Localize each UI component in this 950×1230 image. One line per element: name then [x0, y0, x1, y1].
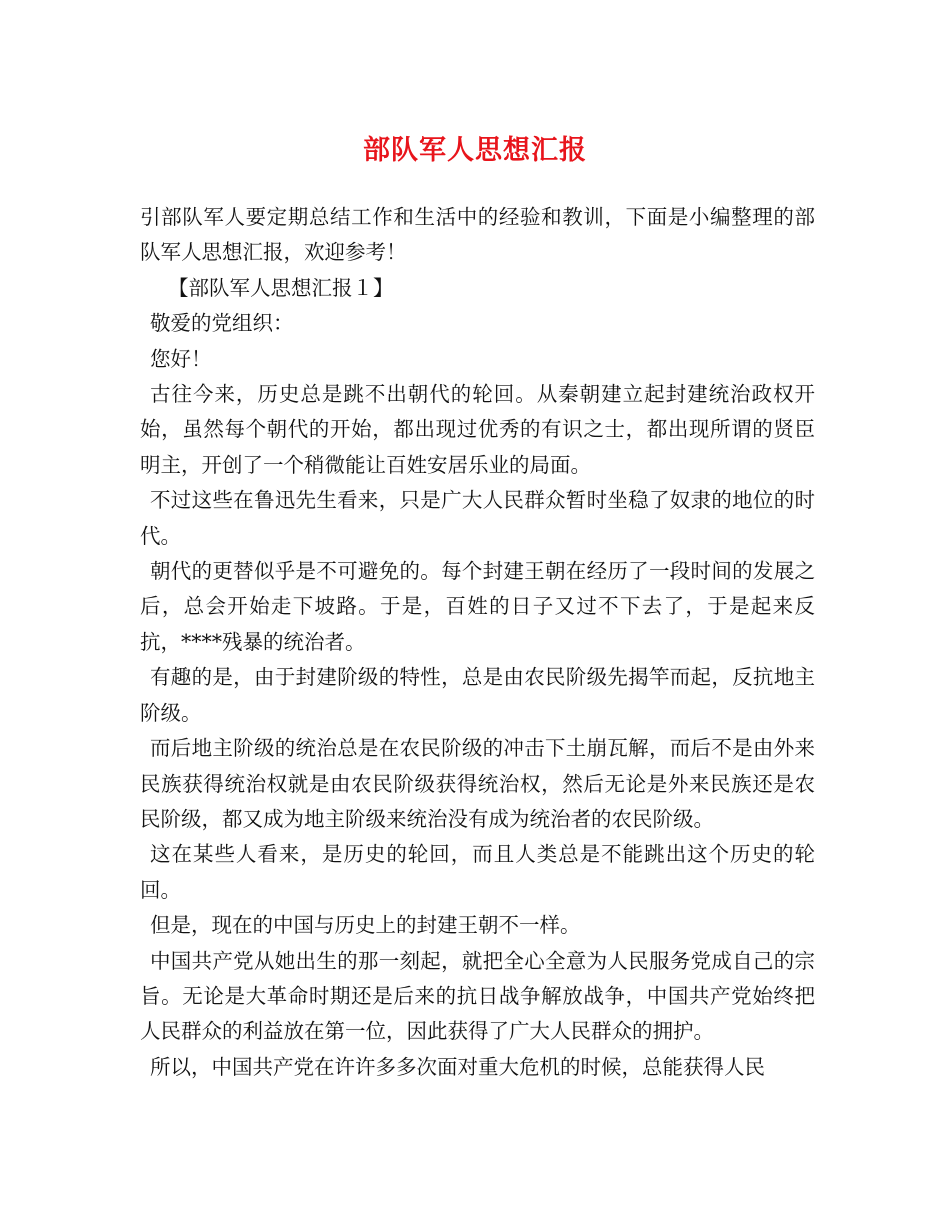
body-paragraph: 朝代的更替似乎是不可避免的。每个封建王朝在经历了一段时间的发展之后，总会开始走下坡路。于是，百姓的日子又过不下去了，于是起来反抗，****残暴的统治者。	[140, 559, 815, 654]
body-paragraph: 中国共产党从她出生的那一刻起，就把全心全意为人民服务党成自己的宗旨。无论是大革命时期还是后来的抗日战争解放战争，中国共产党始终把人民群众的利益放在第一位，因此获得了广大人民群众的拥护。	[140, 948, 815, 1044]
document-body	[140, 200, 815, 1085]
body-paragraph: 而后地主阶级的统治总是在农民阶级的冲击下土崩瓦解，而后不是由外来民族获得统治权就是由农民阶级获得统治权，然后无论是外来民族还是农民阶级，都又成为地主阶级来统治没有成为统治者的农民阶级。	[140, 736, 815, 831]
body-paragraph: 所以，中国共产党在许许多多次面对重大危机的时候，总能获得人民	[150, 1054, 765, 1079]
body-paragraph: 有趣的是，由于封建阶级的特性，总是由农民阶级先揭竿而起，反抗地主阶级。	[140, 665, 815, 725]
body-paragraph: 但是，现在的中国与历史上的封建王朝不一样。	[150, 913, 581, 938]
greeting: 您好！	[150, 346, 212, 371]
salutation: 敬爱的党组织：	[150, 311, 294, 336]
body-paragraph: 这在某些人看来，是历史的轮回，而且人类总是不能跳出这个历史的轮回。	[140, 842, 815, 902]
body-paragraph: 古往今来，历史总是跳不出朝代的轮回。从秦朝建立起封建统治政权开始，虽然每个朝代的开始，都出现过优秀的有识之士，都出现所谓的贤臣明主，开创了一个稍微能让百姓安居乐业的局面。	[140, 382, 815, 477]
intro-paragraph: 引部队军人要定期总结工作和生活中的经验和教训，下面是小编整理的部队军人思想汇报，欢迎参考！	[140, 205, 815, 265]
section-heading: 【部队军人思想汇报１】	[168, 275, 394, 300]
document-title: 部队军人思想汇报	[363, 135, 587, 166]
body-paragraph: 不过这些在鲁迅先生看来，只是广大人民群众暂时坐稳了奴隶的地位的时代。	[140, 488, 815, 548]
